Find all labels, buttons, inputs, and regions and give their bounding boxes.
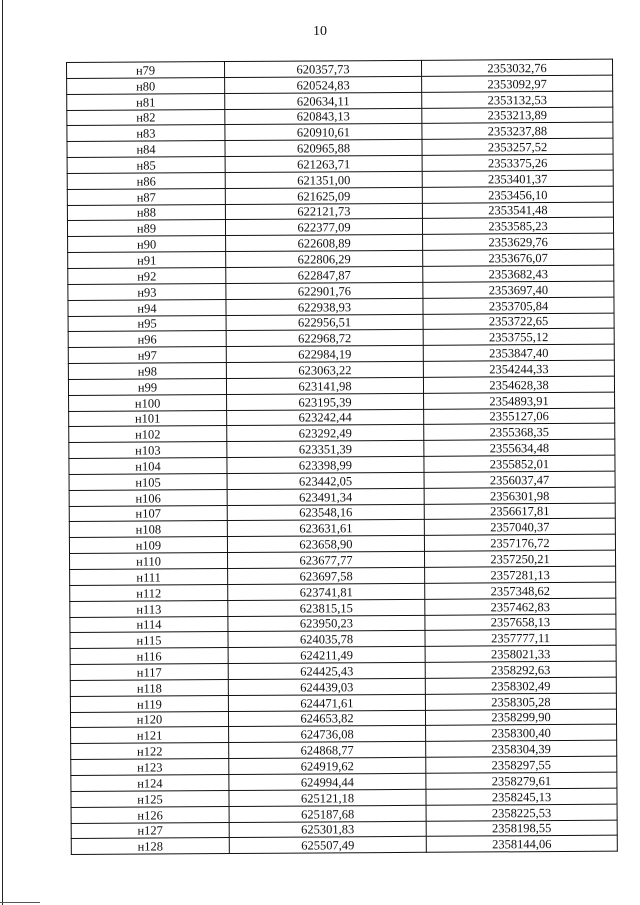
point-id-cell: н83 [67,125,225,142]
y-coordinate-cell: 2353213,89 [422,107,613,124]
y-coordinate-cell: 2357281,13 [425,566,616,583]
y-coordinate-cell: 2357040,37 [424,519,615,536]
x-coordinate-cell: 623195,39 [227,393,424,410]
y-coordinate-cell: 2353697,40 [423,281,614,298]
x-coordinate-cell: 620634,11 [225,92,422,109]
x-coordinate-cell: 620965,88 [225,140,422,157]
y-coordinate-cell: 2357348,62 [425,582,616,599]
point-id-cell: н79 [67,62,225,79]
y-coordinate-cell: 2358279,61 [426,772,617,789]
x-coordinate-cell: 623658,90 [227,536,424,553]
x-coordinate-cell: 620524,83 [225,76,422,93]
y-coordinate-cell: 2356301,98 [424,487,615,504]
x-coordinate-cell: 623950,23 [228,615,425,632]
point-id-cell: н116 [70,648,228,665]
x-coordinate-cell: 623442,05 [227,472,424,489]
x-coordinate-cell: 623491,34 [227,488,424,505]
point-id-cell: н115 [70,632,228,649]
x-coordinate-cell: 622377,09 [225,219,422,236]
x-coordinate-cell: 624439,03 [228,678,425,695]
y-coordinate-cell: 2358305,28 [425,693,616,710]
point-id-cell: н99 [68,378,226,395]
point-id-cell: н98 [68,363,226,380]
y-coordinate-cell: 2357777,11 [425,630,616,647]
point-id-cell: н95 [68,315,226,332]
x-coordinate-cell: 623677,77 [228,551,425,568]
x-coordinate-cell: 622901,76 [226,282,423,299]
point-id-cell: н109 [69,537,227,554]
y-coordinate-cell: 2353705,84 [423,297,614,314]
coordinates-table [66,59,618,856]
point-id-cell: н125 [71,790,229,807]
point-id-cell: н101 [69,410,227,427]
x-coordinate-cell: 623815,15 [228,599,425,616]
y-coordinate-cell: 2358302,49 [425,677,616,694]
y-coordinate-cell: 2353257,52 [422,138,613,155]
x-coordinate-cell: 624035,78 [228,631,425,648]
x-coordinate-cell: 624471,61 [228,694,425,711]
point-id-cell: н85 [67,157,225,174]
point-id-cell: н119 [70,695,228,712]
y-coordinate-cell: 2353847,40 [423,344,614,361]
x-coordinate-cell: 623398,99 [227,456,424,473]
point-id-cell: н117 [70,664,228,681]
y-coordinate-cell: 2355852,01 [424,455,615,472]
page-number: 10 [313,24,327,39]
x-coordinate-cell: 625121,18 [229,789,426,806]
y-coordinate-cell: 2353629,76 [423,233,614,250]
y-coordinate-cell: 2355127,06 [424,408,615,425]
y-coordinate-cell: 2358297,55 [426,756,617,773]
y-coordinate-cell: 2353032,76 [421,59,612,76]
point-id-cell: н112 [70,584,228,601]
x-coordinate-cell: 620357,73 [225,60,422,77]
point-id-cell: н84 [67,141,225,158]
x-coordinate-cell: 625507,49 [229,837,426,854]
point-id-cell: н92 [68,267,226,284]
x-coordinate-cell: 624994,44 [229,773,426,790]
y-coordinate-cell: 2353237,88 [422,123,613,140]
x-coordinate-cell: 623141,98 [226,377,423,394]
page-edge-left [2,0,3,905]
x-coordinate-cell: 624425,43 [228,662,425,679]
point-id-cell: н107 [69,505,227,522]
y-coordinate-cell: 2354893,91 [424,392,615,409]
point-id-cell: н82 [67,109,225,126]
point-id-cell: н127 [71,822,229,839]
x-coordinate-cell: 622806,29 [226,250,423,267]
y-coordinate-cell: 2357658,13 [425,614,616,631]
y-coordinate-cell: 2358300,40 [426,725,617,742]
x-coordinate-cell: 622938,93 [226,298,423,315]
y-coordinate-cell: 2353092,97 [422,75,613,92]
x-coordinate-cell: 621625,09 [225,187,422,204]
point-id-cell: н81 [67,93,225,110]
x-coordinate-cell: 622984,19 [226,346,423,363]
x-coordinate-cell: 623741,81 [228,583,425,600]
x-coordinate-cell: 620910,61 [225,124,422,141]
y-coordinate-cell: 2358292,63 [425,661,616,678]
point-id-cell: н86 [67,172,225,189]
coordinates-table-body [67,59,618,855]
x-coordinate-cell: 621351,00 [225,171,422,188]
y-coordinate-cell: 2356617,81 [424,503,615,520]
y-coordinate-cell: 2353375,26 [422,154,613,171]
point-id-cell: н103 [69,442,227,459]
point-id-cell: н88 [67,204,225,221]
point-id-cell: н93 [68,283,226,300]
point-id-cell: н124 [71,774,229,791]
y-coordinate-cell: 2353585,23 [422,218,613,235]
y-coordinate-cell: 2358304,39 [426,740,617,757]
point-id-cell: н121 [71,727,229,744]
y-coordinate-cell: 2353401,37 [422,170,613,187]
point-id-cell: н80 [67,77,225,94]
y-coordinate-cell: 2353682,43 [423,265,614,282]
y-coordinate-cell: 2353722,65 [423,313,614,330]
x-coordinate-cell: 623242,44 [227,409,424,426]
x-coordinate-cell: 623631,61 [227,520,424,537]
point-id-cell: н114 [70,616,228,633]
point-id-cell: н102 [69,426,227,443]
point-id-cell: н113 [70,600,228,617]
y-coordinate-cell: 2353132,53 [422,91,613,108]
y-coordinate-cell: 2358299,90 [425,709,616,726]
x-coordinate-cell: 625187,68 [229,805,426,822]
page-edge-bottom [0,902,40,903]
y-coordinate-cell: 2353541,48 [422,202,613,219]
point-id-cell: н89 [67,220,225,237]
point-id-cell: н106 [69,489,227,506]
point-id-cell: н100 [69,394,227,411]
point-id-cell: н91 [68,252,226,269]
x-coordinate-cell: 623063,22 [226,361,423,378]
y-coordinate-cell: 2358225,53 [426,804,617,821]
x-coordinate-cell: 624736,08 [229,726,426,743]
point-id-cell: н105 [69,473,227,490]
x-coordinate-cell: 623292,49 [227,425,424,442]
y-coordinate-cell: 2353755,12 [423,329,614,346]
point-id-cell: н122 [71,743,229,760]
y-coordinate-cell: 2355368,35 [424,424,615,441]
table-row [71,835,617,854]
x-coordinate-cell: 623351,39 [227,441,424,458]
point-id-cell: н111 [70,569,228,586]
x-coordinate-cell: 624653,82 [228,710,425,727]
x-coordinate-cell: 625301,83 [229,821,426,838]
point-id-cell: н104 [69,458,227,475]
point-id-cell: н120 [70,711,228,728]
x-coordinate-cell: 623697,58 [228,567,425,584]
x-coordinate-cell: 623548,16 [227,504,424,521]
y-coordinate-cell: 2353676,07 [423,249,614,266]
y-coordinate-cell: 2356037,47 [424,471,615,488]
point-id-cell: н110 [70,553,228,570]
y-coordinate-cell: 2357462,83 [425,598,616,615]
point-id-cell: н128 [71,838,229,855]
point-id-cell: н87 [67,188,225,205]
x-coordinate-cell: 622121,73 [225,203,422,220]
x-coordinate-cell: 622847,87 [226,266,423,283]
x-coordinate-cell: 622968,72 [226,330,423,347]
y-coordinate-cell: 2357176,72 [424,534,615,551]
x-coordinate-cell: 622608,89 [226,235,423,252]
point-id-cell: н90 [68,236,226,253]
y-coordinate-cell: 2358021,33 [425,645,616,662]
y-coordinate-cell: 2357250,21 [424,550,615,567]
y-coordinate-cell: 2354244,33 [423,360,614,377]
y-coordinate-cell: 2355634,48 [424,439,615,456]
y-coordinate-cell: 2358144,06 [426,835,617,852]
x-coordinate-cell: 622956,51 [226,314,423,331]
x-coordinate-cell: 621263,71 [225,155,422,172]
y-coordinate-cell: 2353456,10 [422,186,613,203]
y-coordinate-cell: 2358245,13 [426,788,617,805]
x-coordinate-cell: 620843,13 [225,108,422,125]
point-id-cell: н96 [68,331,226,348]
point-id-cell: н108 [69,521,227,538]
point-id-cell: н97 [68,347,226,364]
x-coordinate-cell: 624211,49 [228,647,425,664]
point-id-cell: н94 [68,299,226,316]
x-coordinate-cell: 624919,62 [229,757,426,774]
y-coordinate-cell: 2358198,55 [426,820,617,837]
point-id-cell: н123 [71,759,229,776]
point-id-cell: н126 [71,806,229,823]
x-coordinate-cell: 624868,77 [229,742,426,759]
point-id-cell: н118 [70,679,228,696]
y-coordinate-cell: 2354628,38 [423,376,614,393]
